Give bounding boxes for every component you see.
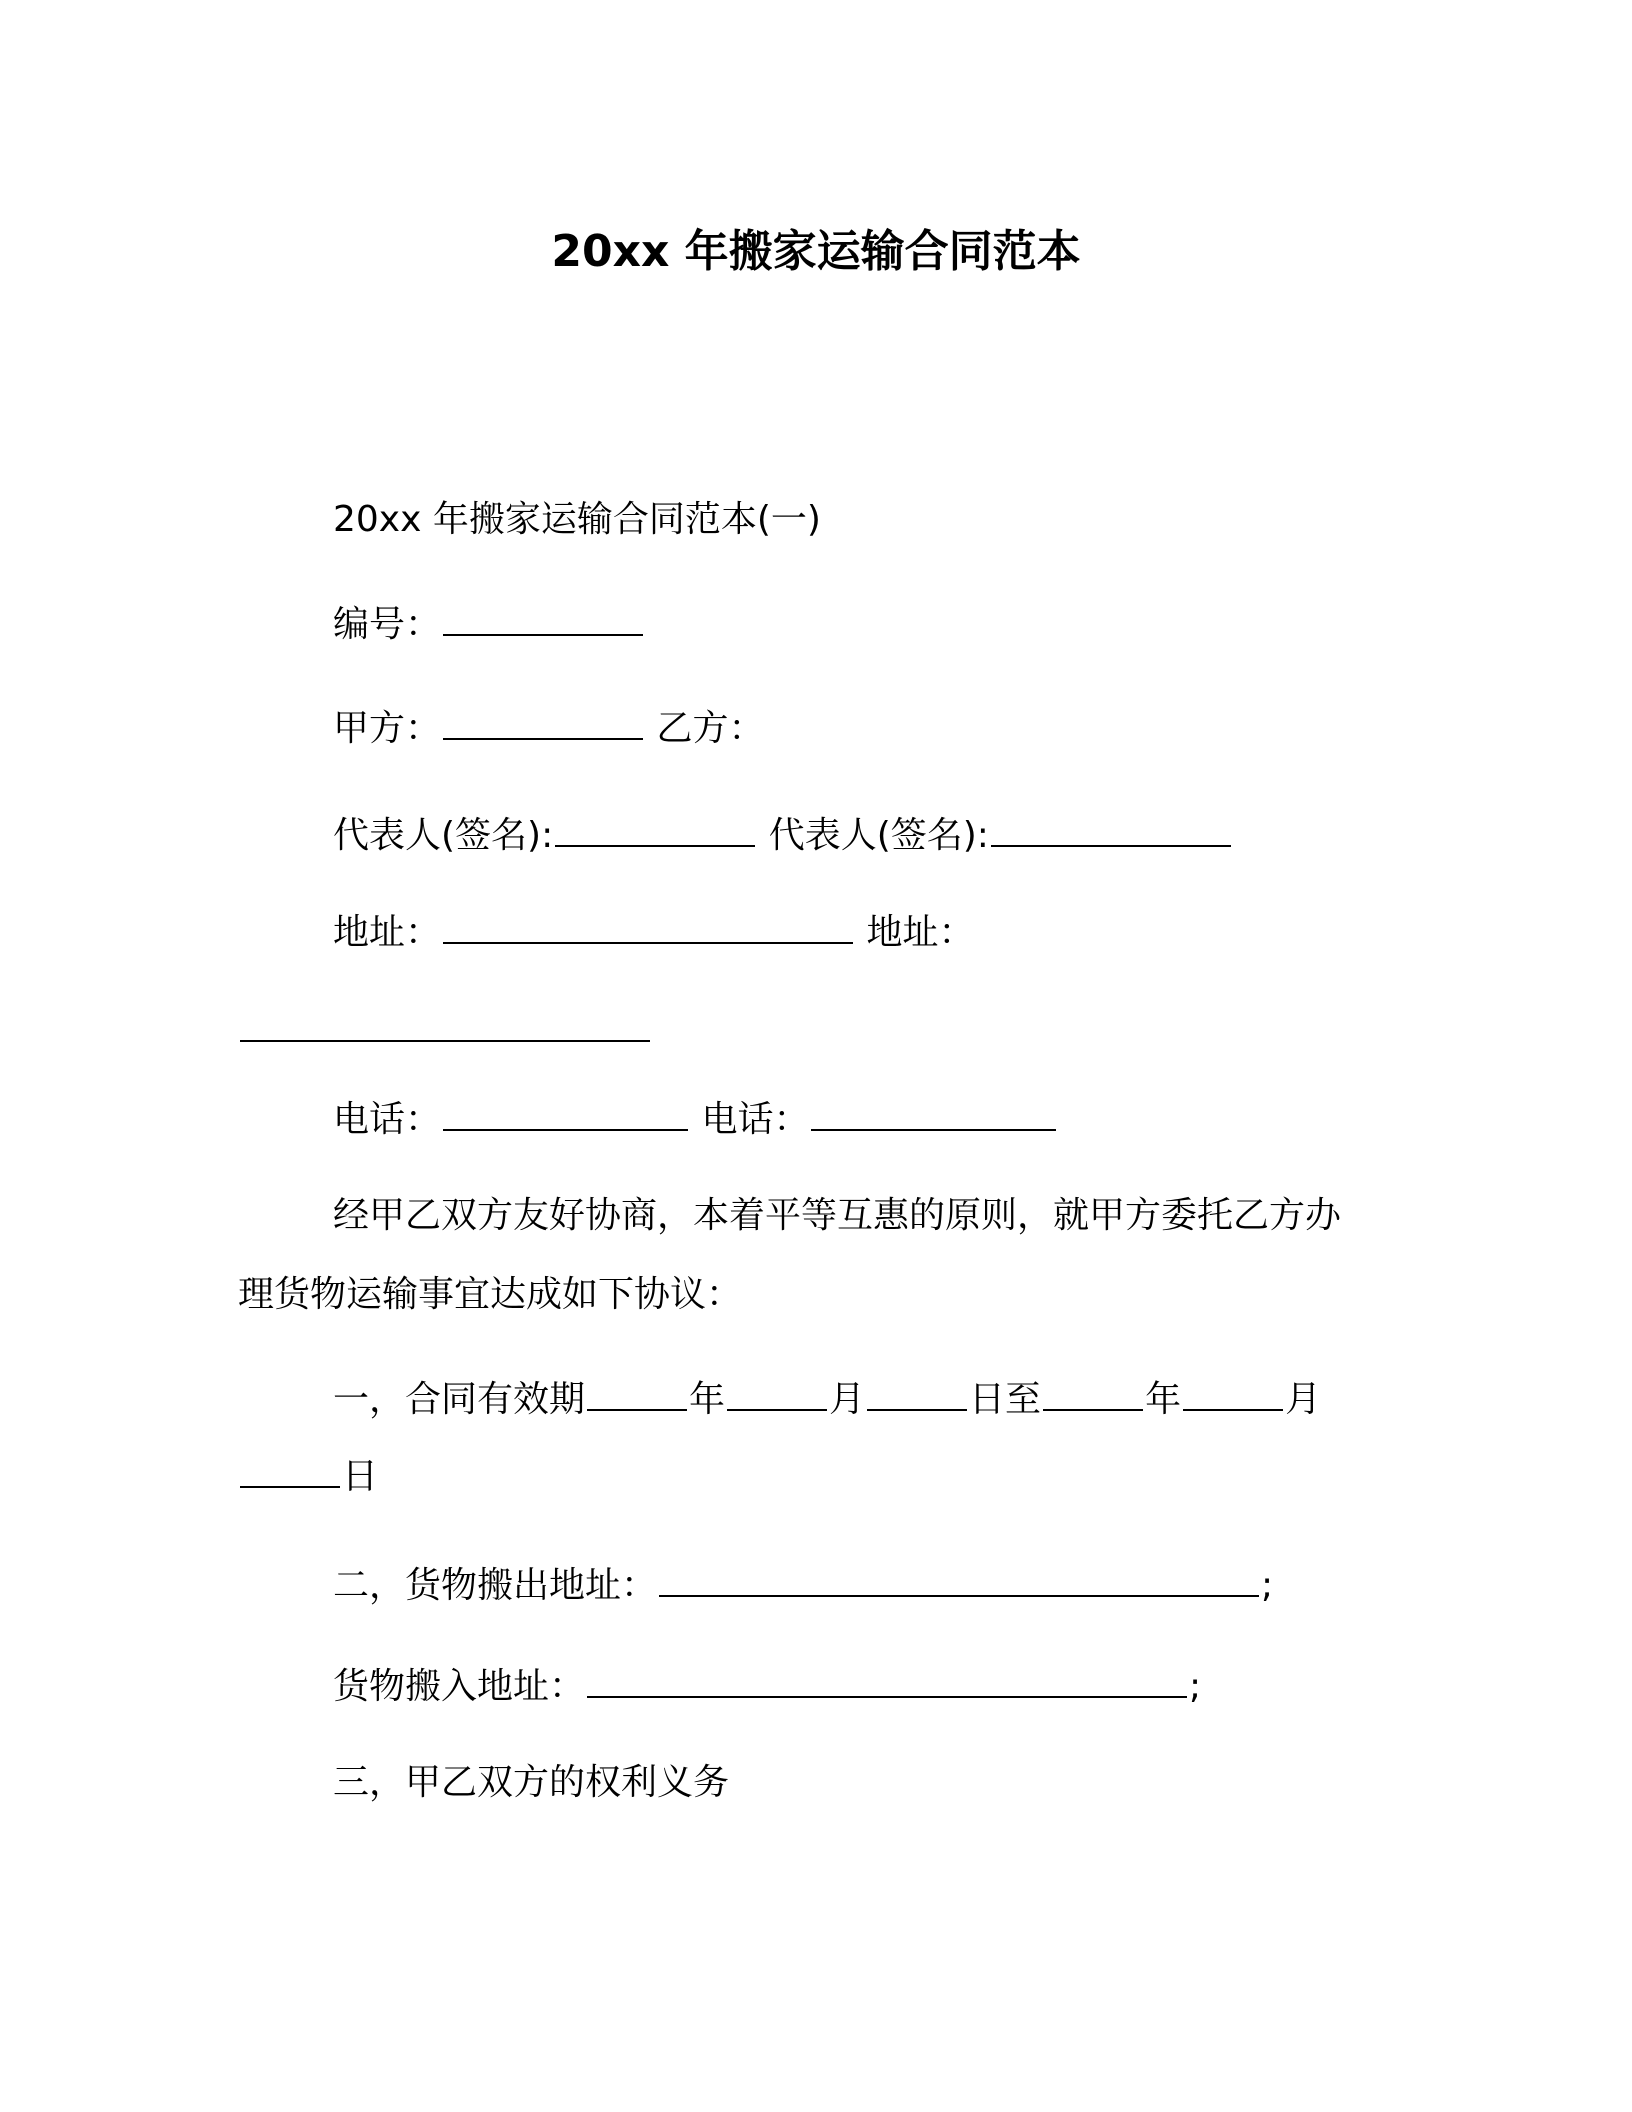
rep-a-blank[interactable] — [555, 811, 755, 847]
clause-2-row — [333, 1561, 1273, 1609]
address-a-label: 地址： — [333, 912, 442, 953]
number-row — [333, 600, 645, 648]
party-a-label: 甲方： — [333, 708, 442, 749]
move-out-semicolon: ; — [1261, 1565, 1274, 1606]
phone-a-label: 电话： — [333, 1099, 442, 1140]
address-b-blank[interactable] — [240, 1006, 650, 1042]
move-in-blank[interactable] — [587, 1662, 1187, 1698]
party-a-blank[interactable] — [443, 704, 643, 740]
start-month-blank[interactable] — [727, 1375, 827, 1411]
end-day-blank[interactable] — [240, 1452, 340, 1488]
number-label: 编号： — [333, 604, 442, 645]
start-day-to-label: 日至 — [969, 1379, 1042, 1420]
contract-subtitle: 20xx 年搬家运输合同范本(一) — [333, 499, 821, 540]
phone-b-label: 电话： — [701, 1099, 810, 1140]
address-row — [333, 908, 974, 956]
phone-row — [333, 1095, 1058, 1143]
address-b-label: 地址： — [866, 912, 975, 953]
end-month-blank[interactable] — [1183, 1375, 1283, 1411]
move-in-semicolon: ; — [1189, 1666, 1202, 1707]
phone-a-blank[interactable] — [443, 1095, 688, 1131]
intro-line-1: 经甲乙双方友好协商，本着平等互惠的原则，就甲方委托乙方办 — [333, 1195, 1342, 1236]
intro-line-2: 理货物运输事宜达成如下协议： — [238, 1274, 743, 1315]
start-year-blank[interactable] — [587, 1375, 687, 1411]
start-month-label: 月 — [829, 1379, 866, 1420]
end-day-label: 日 — [342, 1456, 379, 1497]
move-out-label: 二，货物搬出地址： — [333, 1565, 658, 1606]
clause-1-row — [333, 1375, 1321, 1423]
rep-b-label: 代表人(签名): — [768, 815, 989, 856]
parties-row — [333, 704, 764, 752]
rep-b-blank[interactable] — [991, 811, 1231, 847]
address-a-blank[interactable] — [443, 908, 853, 944]
address-b-continuation — [238, 1006, 652, 1054]
clause-1-prefix: 一，合同有效期 — [333, 1379, 586, 1420]
end-month-label: 月 — [1285, 1379, 1322, 1420]
end-year-label: 年 — [1145, 1379, 1182, 1420]
number-blank[interactable] — [443, 600, 643, 636]
rep-a-label: 代表人(签名): — [333, 815, 554, 856]
clause-3-heading: 三，甲乙双方的权利义务 — [333, 1762, 730, 1803]
representatives-row — [333, 811, 1233, 859]
end-year-blank[interactable] — [1043, 1375, 1143, 1411]
document-title: 20xx 年搬家运输合同范本 — [551, 226, 1081, 277]
start-year-label: 年 — [689, 1379, 726, 1420]
move-out-blank[interactable] — [659, 1561, 1259, 1597]
move-in-label: 货物搬入地址： — [333, 1666, 586, 1707]
move-in-row — [333, 1662, 1201, 1710]
phone-b-blank[interactable] — [811, 1095, 1056, 1131]
clause-1-continuation — [238, 1452, 378, 1500]
party-b-label: 乙方： — [656, 708, 765, 749]
start-day-blank[interactable] — [867, 1375, 967, 1411]
